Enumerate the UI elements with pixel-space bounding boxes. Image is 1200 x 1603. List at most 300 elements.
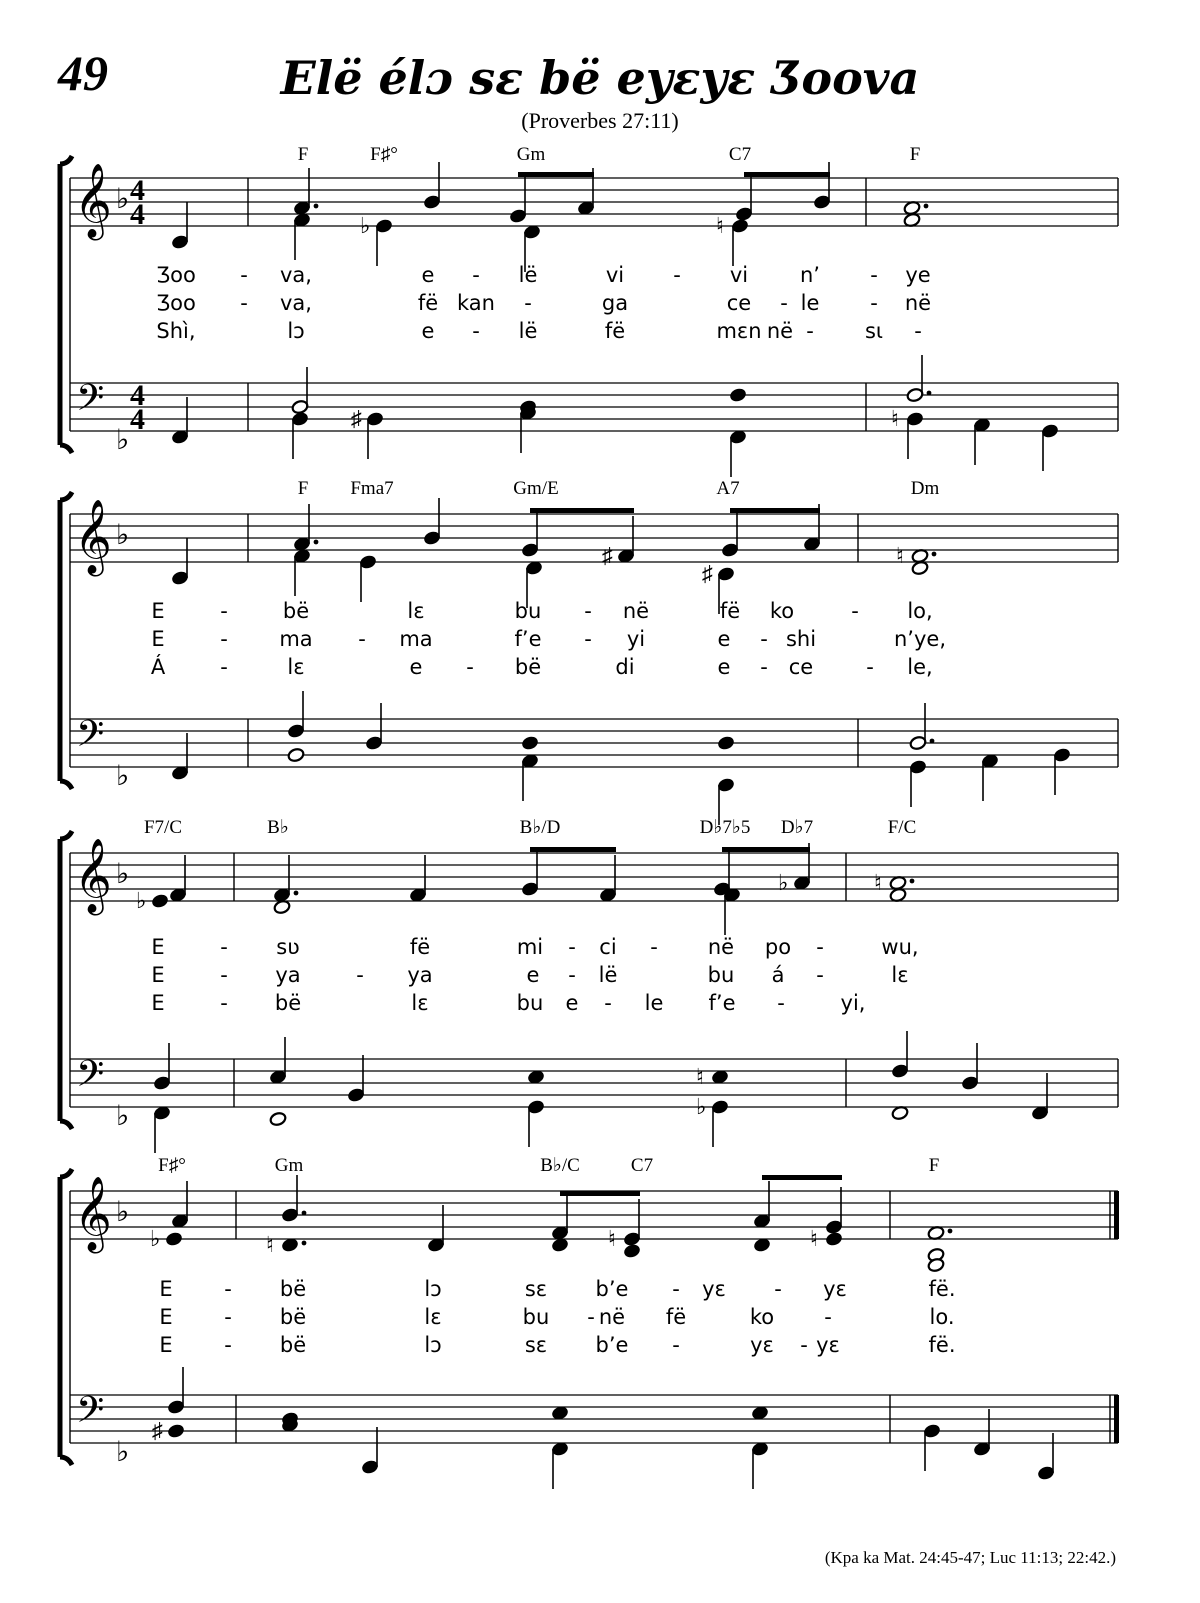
chord-symbol: D♭7♭5 — [699, 817, 751, 838]
lyric-syllable: yi — [626, 627, 646, 651]
time-signature: 4 — [130, 174, 145, 207]
lyric-syllable: fë — [719, 599, 741, 623]
note-head — [269, 1037, 287, 1085]
lyric-syllable: - — [240, 263, 248, 287]
note-head — [293, 504, 318, 552]
lyric-syllable: e — [526, 963, 540, 987]
note-head — [519, 405, 537, 453]
lyric-syllable: ce — [788, 655, 814, 679]
chord-symbol: Gm — [516, 144, 546, 165]
lyric-syllable: - — [866, 655, 874, 679]
note-head — [981, 753, 999, 801]
note-head — [293, 548, 311, 596]
note-head — [623, 1243, 641, 1258]
lyric-syllable: në — [904, 291, 932, 315]
lyric-syllable: va, — [280, 291, 312, 315]
chord-symbol: F — [928, 1155, 940, 1176]
lyric-syllable: bë — [279, 1305, 307, 1329]
lyric-syllable: ko — [769, 599, 795, 623]
chord-symbol: Gm/E — [513, 478, 559, 499]
note-head — [171, 397, 189, 445]
accidental-icon: ♯ — [351, 406, 362, 431]
lyric-syllable: - — [760, 655, 768, 679]
lyric-syllable: b’e — [595, 1277, 629, 1301]
lyric-syllable: - — [472, 319, 480, 343]
treble-clef-icon: 𝄞 — [74, 840, 112, 911]
lyric-syllable: mi — [516, 935, 544, 959]
time-signature: 4 — [130, 198, 145, 231]
lyric-syllable: lɛ — [411, 991, 429, 1015]
lyric-syllable: ma — [279, 627, 313, 651]
lyric-syllable: - — [806, 319, 814, 343]
lyric-syllable: bë — [274, 991, 302, 1015]
augmentation-dot — [927, 391, 932, 396]
lyric-syllable: - — [220, 627, 228, 651]
lyric-syllable: - — [220, 963, 228, 987]
flat-icon: ♭ — [116, 859, 130, 890]
lyric-syllable: - — [587, 1305, 595, 1329]
beam — [762, 1175, 842, 1180]
lyric-syllable: sɛ — [524, 1277, 548, 1301]
lyric-syllable: ci — [599, 935, 617, 959]
note-head — [1031, 1073, 1049, 1121]
lyric-syllable: e — [421, 319, 435, 343]
lyric-syllable: - — [800, 1333, 808, 1357]
lyric-syllable: va, — [280, 263, 312, 287]
note-head — [973, 417, 991, 465]
note-head — [287, 747, 305, 762]
note-head — [891, 1031, 909, 1079]
lyric-syllable: Ʒoo — [156, 291, 196, 315]
lyric-syllable: le — [644, 991, 664, 1015]
note-head — [813, 162, 831, 210]
augmentation-dot — [948, 1229, 953, 1234]
augmentation-dot — [314, 204, 319, 209]
scripture-references: (Kpa ka Mat. 24:45-47; Luc 11:13; 22:42.) — [824, 1548, 1116, 1567]
note-head — [716, 213, 749, 266]
lyric-syllable: yɛ — [702, 1277, 726, 1301]
lyric-syllable: E — [151, 935, 165, 959]
note-head — [717, 735, 735, 750]
chord-symbol: Gm — [274, 1155, 304, 1176]
note-head — [167, 1423, 185, 1438]
note-head — [825, 1187, 843, 1235]
lyric-syllable: e — [717, 655, 731, 679]
lyric-syllable: fë — [409, 935, 431, 959]
note-head — [150, 1226, 183, 1251]
note-head — [521, 510, 539, 558]
note-head — [169, 855, 187, 903]
note-head — [696, 1094, 729, 1147]
lyric-syllable: yɛ — [816, 1333, 840, 1357]
lyric-syllable: lë — [598, 963, 618, 987]
note-head — [717, 735, 735, 750]
accidental-icon: ♯ — [152, 1418, 163, 1443]
beam — [530, 847, 616, 852]
lyric-syllable: E — [151, 599, 165, 623]
bass-staff-1 — [70, 378, 1118, 456]
note-head — [729, 429, 747, 477]
lyric-syllable: ye — [905, 263, 931, 287]
lyric-syllable: bu — [514, 599, 542, 623]
flat-icon: ♭ — [116, 425, 130, 456]
lyric-syllable: - — [914, 319, 922, 343]
note-head — [509, 176, 527, 224]
note-head — [735, 174, 753, 222]
note-head — [153, 1105, 171, 1153]
lyric-syllable: - — [220, 935, 228, 959]
lyric-syllable: sʋ — [276, 935, 300, 959]
lyric-syllable: bu — [707, 963, 735, 987]
note-head — [521, 735, 539, 750]
augmentation-dot — [294, 891, 299, 896]
augmentation-dot — [302, 1241, 307, 1246]
note-head — [136, 888, 169, 913]
lyric-syllable: - — [584, 599, 592, 623]
time-signature: 4 — [130, 379, 145, 412]
note-head — [361, 1427, 379, 1475]
lyric-syllable: - — [358, 627, 366, 651]
lyric-syllable: e — [717, 627, 731, 651]
lyric-syllable: - — [870, 263, 878, 287]
lyric-syllable: fë — [417, 291, 439, 315]
lyric-syllable: në — [707, 935, 735, 959]
chord-symbol: A7 — [716, 478, 740, 499]
note-head — [171, 733, 189, 781]
note-head — [696, 1064, 729, 1089]
lyric-syllable: ya — [407, 963, 433, 987]
final-barline — [1114, 1191, 1119, 1239]
treble-staff-4 — [70, 1178, 1119, 1254]
lyric-syllable: yi, — [840, 991, 866, 1015]
lyric-syllable: lɔ — [424, 1333, 442, 1357]
lyric-syllable: - — [224, 1333, 232, 1357]
lyric-syllable: fë — [665, 1305, 687, 1329]
lyric-syllable: - — [870, 291, 878, 315]
note-head — [729, 387, 747, 402]
lyric-syllable: ga — [601, 291, 629, 315]
lyric-syllable: - — [240, 291, 248, 315]
accidental-icon: ♭ — [150, 1226, 161, 1251]
lyric-syllable: - — [584, 627, 592, 651]
note-head — [151, 893, 169, 908]
lyric-syllable: bë — [282, 599, 310, 623]
lyric-syllable: lo. — [929, 1305, 955, 1329]
lyric-syllable: á — [771, 963, 785, 987]
lyric-syllable: ya — [275, 963, 301, 987]
lyric-syllable: f’e — [514, 627, 542, 651]
lyric-syllable: lɛ — [891, 963, 909, 987]
flat-icon: ♭ — [116, 1437, 130, 1468]
lyric-syllable: fë — [604, 319, 626, 343]
accidental-icon: ♮ — [810, 1226, 818, 1251]
lyric-syllable: E — [151, 963, 165, 987]
note-head — [551, 1441, 569, 1489]
chord-symbol: F — [297, 478, 309, 499]
note-head — [521, 735, 539, 750]
note-head — [423, 162, 441, 210]
lyric-syllable: b’e — [595, 1333, 629, 1357]
lyric-syllable: në — [622, 599, 650, 623]
lyric-syllable: lɔ — [287, 319, 305, 343]
lyric-syllable: wu, — [881, 935, 919, 959]
accidental-icon: ♭ — [136, 888, 147, 913]
lyric-syllable: - — [356, 963, 364, 987]
accidental-icon: ♭ — [360, 213, 371, 238]
lyric-syllable: Ʒoo — [156, 263, 196, 287]
lyric-syllable: bë — [279, 1333, 307, 1357]
bass-staff-3 — [70, 1054, 1118, 1132]
chord-symbol: F — [297, 144, 309, 165]
lyric-syllable: - — [220, 599, 228, 623]
note-head — [891, 406, 924, 459]
chord-symbol: B♭/D — [519, 817, 561, 838]
note-head — [423, 498, 441, 546]
flat-icon: ♭ — [116, 184, 130, 215]
accidental-icon: ♮ — [696, 1064, 704, 1089]
augmentation-dot — [302, 1211, 307, 1216]
lyric-syllable: po — [764, 935, 792, 959]
lyric-syllable: E — [151, 627, 165, 651]
accidental-icon: ♭ — [696, 1094, 707, 1119]
accidental-icon: ♮ — [716, 213, 724, 238]
chord-symbol: F♯° — [158, 1155, 186, 1176]
note-head — [527, 1099, 545, 1147]
treble-clef-icon: 𝄞 — [74, 501, 112, 572]
accidental-icon: ♯ — [602, 543, 613, 568]
bass-staff-2 — [70, 714, 1118, 792]
chord-symbol: C7 — [728, 144, 752, 165]
lyric-syllable: mɛn — [716, 319, 762, 343]
note-head — [293, 168, 318, 216]
note-head — [751, 1441, 769, 1489]
chord-symbol: D♭7 — [780, 817, 814, 838]
lyric-syllable: bu — [522, 1305, 550, 1329]
lyric-syllable: - — [760, 627, 768, 651]
note-head — [269, 1111, 287, 1126]
beam — [530, 508, 634, 513]
accidental-icon: ♮ — [896, 543, 904, 568]
note-head — [753, 1181, 771, 1229]
accidental-icon: ♯ — [702, 561, 713, 586]
lyric-syllable: ma — [399, 627, 433, 651]
lyric-syllable: lo, — [907, 599, 933, 623]
note-head — [347, 1055, 365, 1103]
note-head — [923, 1423, 941, 1471]
bass-clef-icon: 𝄢 — [76, 1054, 105, 1103]
accidental-icon: ♮ — [266, 1232, 274, 1257]
note-head — [551, 1193, 569, 1241]
chord-symbol: B♭ — [267, 817, 289, 838]
accidental-icon: ♮ — [608, 1226, 616, 1251]
note-head — [602, 516, 635, 568]
treble-clef-icon: 𝄞 — [74, 165, 112, 236]
chord-symbol: F♯° — [370, 144, 398, 165]
lyric-syllable: - — [524, 291, 532, 315]
note-head — [1053, 747, 1071, 795]
beam — [560, 1191, 640, 1196]
hymn-subtitle: (Proverbes 27:11) — [521, 108, 679, 133]
note-head — [909, 759, 927, 807]
lyric-syllable: lɔ — [424, 1277, 442, 1301]
note-head — [266, 1232, 306, 1257]
note-head — [1037, 1433, 1055, 1481]
lyric-syllable: E — [159, 1305, 173, 1329]
bass-staff-4 — [70, 1390, 1119, 1468]
note-head — [721, 510, 739, 558]
lyric-syllable: kan — [457, 291, 495, 315]
lyric-syllable: e — [409, 655, 423, 679]
lyric-syllable: - — [673, 263, 681, 287]
flat-icon: ♭ — [116, 1101, 130, 1132]
beam — [744, 172, 830, 177]
lyric-syllable: lɛ — [407, 599, 425, 623]
lyric-syllable: - — [672, 1277, 680, 1301]
lyric-syllable: ce — [726, 291, 752, 315]
lyric-syllable: - — [224, 1305, 232, 1329]
augmentation-dot — [314, 540, 319, 545]
augmentation-dot — [924, 204, 929, 209]
accidental-icon: ♭ — [778, 870, 789, 895]
note-head — [287, 747, 305, 762]
chord-symbol: Dm — [910, 478, 940, 499]
lyric-syllable: - — [220, 991, 228, 1015]
note-head — [1041, 423, 1059, 471]
flat-icon: ♭ — [116, 520, 130, 551]
lyric-syllable: n’ye, — [893, 627, 947, 651]
note-head — [293, 212, 311, 260]
beam — [722, 847, 810, 852]
bass-clef-icon: 𝄢 — [76, 1390, 105, 1439]
augmentation-dot — [910, 879, 915, 884]
note-head — [599, 855, 617, 903]
lyric-syllable: - — [851, 599, 859, 623]
beam — [730, 508, 820, 513]
note-head — [273, 855, 298, 903]
note-head — [171, 1181, 189, 1229]
lyric-syllable: lë — [518, 263, 538, 287]
lyric-syllable: shi — [785, 627, 817, 651]
lyric-syllable: lɛ — [424, 1305, 442, 1329]
lyric-syllable: - — [466, 655, 474, 679]
lyric-syllable: Shì, — [156, 319, 196, 343]
lyric-syllable: - — [816, 935, 824, 959]
note-head — [287, 691, 305, 739]
bass-clef-icon: 𝄢 — [76, 378, 105, 427]
lyric-syllable: - — [774, 1277, 782, 1301]
lyric-syllable: yɛ — [823, 1277, 847, 1301]
flat-icon: ♭ — [116, 1197, 130, 1228]
lyric-syllable: fë. — [928, 1277, 956, 1301]
lyric-syllable: E — [159, 1277, 173, 1301]
augmentation-dot — [930, 739, 935, 744]
lyric-syllable: - — [472, 263, 480, 287]
augmentation-dot — [932, 552, 937, 557]
lyric-syllable: le, — [907, 655, 933, 679]
chord-symbol: F/C — [887, 817, 917, 838]
note-head — [973, 1409, 991, 1457]
chord-symbol: C7 — [630, 1155, 654, 1176]
lyric-syllable: - — [604, 991, 612, 1015]
lyric-syllable: yɛ — [750, 1333, 774, 1357]
note-head — [365, 703, 383, 751]
beam — [518, 172, 594, 177]
note-head — [153, 1043, 171, 1091]
lyric-syllable: e — [421, 263, 435, 287]
note-head — [165, 1231, 183, 1246]
note-head — [291, 411, 309, 459]
accidental-icon: ♮ — [891, 406, 899, 431]
note-head — [825, 1231, 843, 1246]
note-head — [961, 1043, 979, 1091]
lyric-syllable: E — [159, 1333, 173, 1357]
lyric-syllable: - — [650, 935, 658, 959]
lyric-syllable: f’e — [708, 991, 736, 1015]
lyric-syllable: - — [816, 963, 824, 987]
hymn-title: Elë élɔ sɛ bë eyɛyɛ Ʒoova — [280, 51, 920, 105]
note-head — [723, 887, 741, 935]
note-head — [623, 1243, 641, 1258]
chord-symbol: B♭/C — [540, 1155, 580, 1176]
lyric-syllable: e — [565, 991, 579, 1015]
lyric-syllable: fë. — [928, 1333, 956, 1357]
lyric-syllable: - — [220, 655, 228, 679]
chord-symbol: Fma7 — [350, 478, 394, 499]
lyric-syllable: - — [672, 1333, 680, 1357]
note-head — [269, 1111, 287, 1126]
lyric-syllable: E — [151, 991, 165, 1015]
note-head — [360, 213, 393, 266]
flat-icon: ♭ — [116, 761, 130, 792]
lyric-syllable: - — [780, 291, 788, 315]
chord-symbol: F7/C — [143, 817, 183, 838]
lyric-syllable: në — [598, 1305, 626, 1329]
lyric-syllable: le — [800, 291, 820, 315]
lyric-syllable: n’ — [800, 263, 820, 287]
note-head — [359, 554, 377, 602]
note-head — [291, 367, 309, 415]
lyric-syllable: sɛ — [524, 1333, 548, 1357]
note-head — [713, 849, 731, 897]
lyric-syllable: vi — [605, 263, 625, 287]
lyric-syllable: bë — [514, 655, 542, 679]
note-head — [152, 1418, 185, 1443]
note-head — [351, 406, 384, 459]
lyric-syllable: - — [824, 1305, 832, 1329]
lyric-syllable: vi — [729, 263, 749, 287]
note-head — [427, 1205, 445, 1253]
lyric-syllable: lë — [518, 319, 538, 343]
lyric-syllable: lɛ — [287, 655, 305, 679]
lyric-syllable: di — [615, 655, 635, 679]
lyric-syllable: bu — [516, 991, 544, 1015]
note-head — [521, 849, 539, 897]
lyric-syllable: bë — [279, 1277, 307, 1301]
lyric-syllable: ko — [749, 1305, 775, 1329]
lyric-syllable: në — [766, 319, 794, 343]
lyric-syllable: Á — [150, 655, 166, 679]
note-head — [729, 387, 747, 402]
note-head — [608, 1199, 641, 1251]
note-head — [409, 855, 427, 903]
chord-symbol: F — [909, 144, 921, 165]
lyric-syllable: - — [777, 991, 785, 1015]
bass-clef-icon: 𝄢 — [76, 714, 105, 763]
lyric-syllable: - — [568, 963, 576, 987]
note-head — [167, 1367, 185, 1415]
note-head — [521, 753, 539, 801]
accidental-icon: ♮ — [874, 870, 882, 895]
